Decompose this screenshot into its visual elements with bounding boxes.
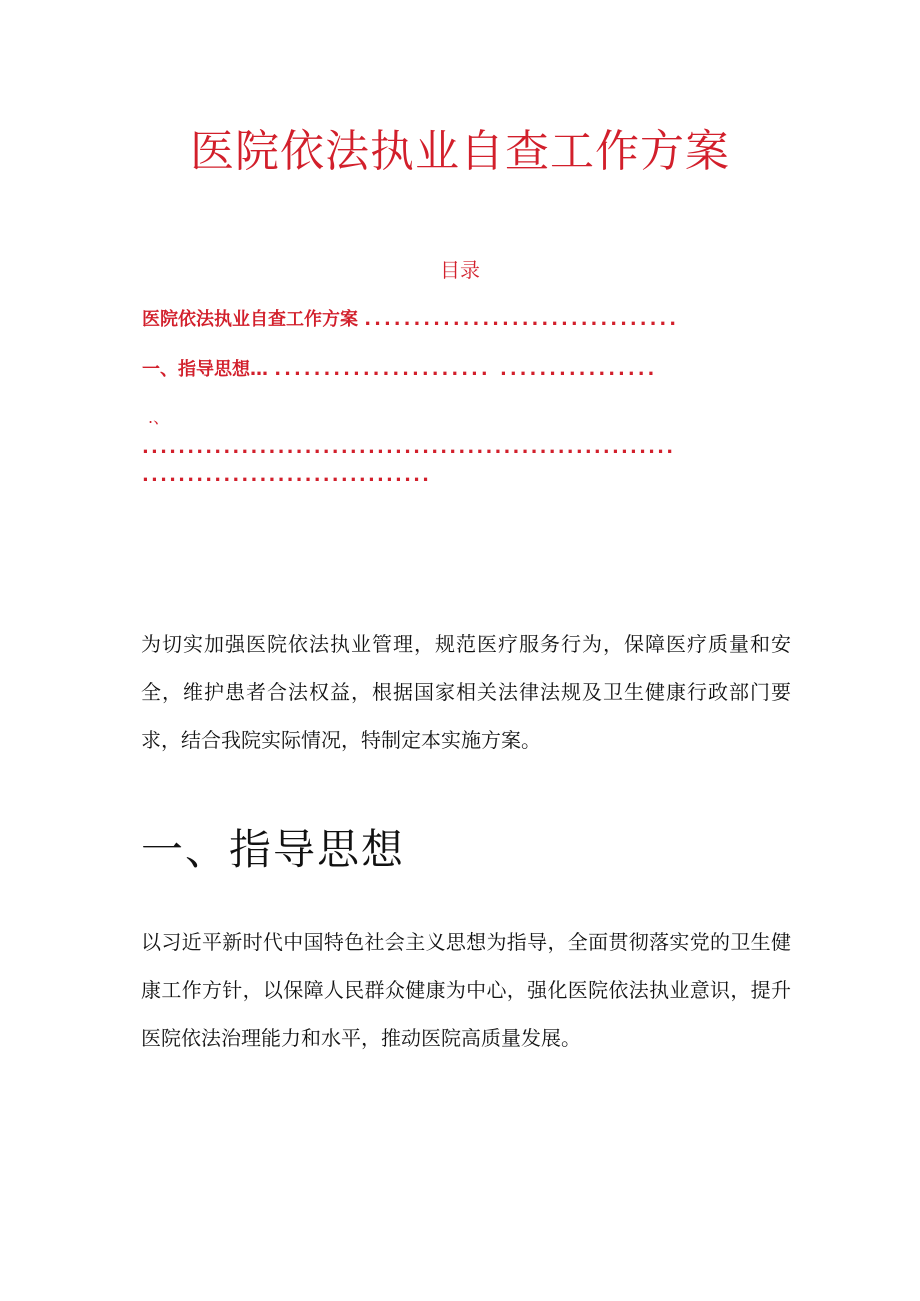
toc-dot-leader-row: ........................................................... [142,437,676,458]
toc-dot-leader-row: ................................ [142,465,432,486]
toc-entry-fragment [148,404,169,432]
document-title: 医院依法执业自查工作方案 [190,126,730,177]
toc-entry-label: 医院依法执业自查工作方案 [142,309,358,330]
toc-entry-label: 一、指导思想… [142,359,268,380]
toc-heading: 目录 [440,258,480,282]
toc-entry-leader: ................................ [364,309,680,330]
section-paragraph-guiding-thought: 以习近平新时代中国特色社会主义思想为指导，全面贯彻落实党的卫生健康工作方针，以保障人民群众健康为中心，强化医院依法执业意识，提升医院依法治理能力和水平，推动医院高质量发展。 [141,930,791,1050]
toc-entry-leader: ...................... ................ [274,359,658,380]
toc-entry-guiding-thought[interactable] [142,356,657,384]
section-heading-guiding-thought: 一、指导思想 [141,825,406,874]
intro-paragraph: 为切实加强医院依法执业管理，规范医疗服务行为，保障医疗质量和安全，维护患者合法权益，根据国家相关法律法规及卫生健康行政部门要求，结合我院实际情况，特制定本实施方案。 [141,632,791,752]
toc-entry-document-title[interactable] [142,306,679,334]
toc-entry-label: .、 [148,408,170,427]
